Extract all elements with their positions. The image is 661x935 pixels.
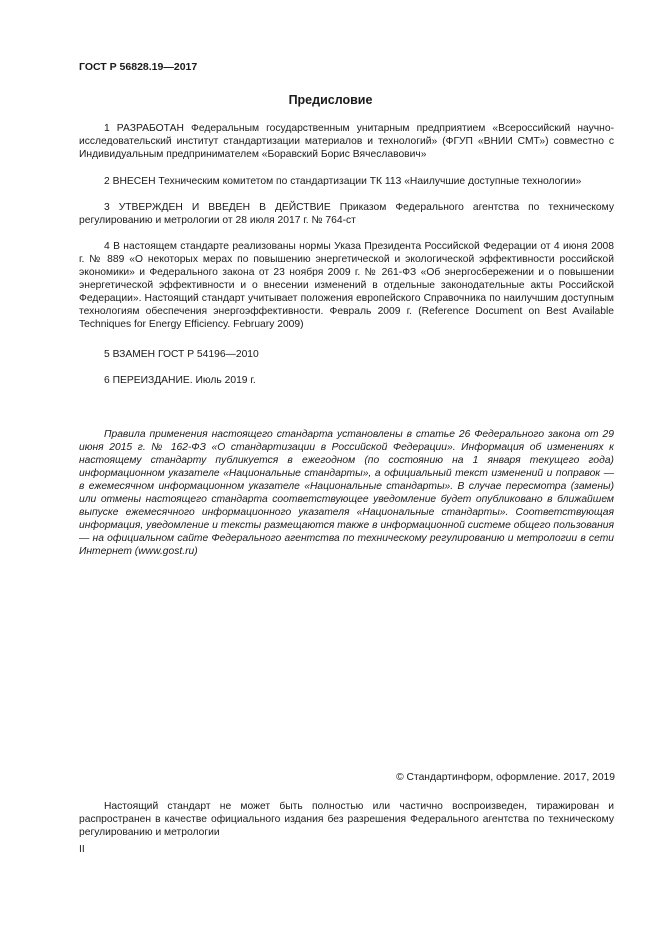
paragraph-approved bbox=[79, 201, 614, 227]
paragraph-norms bbox=[79, 240, 614, 331]
paragraph-text: 1 РАЗРАБОТАН Федеральным государственным унитарным предприятием «Всероссийский научно-исследовательский институт стандартизации материалов и технологий» (ФГУП «ВНИИ СМТ») совместно с Индивидуальным предпринимателем «Боравский Борис Вячеславович» bbox=[79, 123, 614, 160]
paragraph-reissue bbox=[79, 374, 614, 387]
document-header: ГОСТ Р 56828.19—2017 bbox=[79, 61, 198, 73]
paragraph-text: 2 ВНЕСЕН Техническим комитетом по стандартизации ТК 113 «Наилучшие доступные технологии» bbox=[104, 176, 582, 187]
paragraph-replaces bbox=[79, 348, 614, 361]
paragraph-developed bbox=[79, 122, 614, 161]
paragraph-text: 3 УТВЕРЖДЕН И ВВЕДЕН В ДЕЙСТВИЕ Приказом Федерального агентства по техническому регулированию и метрологии от 28 июля 2017 г. № 764-ст bbox=[79, 202, 614, 226]
copyright-line: © Стандартинформ, оформление. 2017, 2019 bbox=[396, 772, 615, 783]
reproduction-notice: Настоящий стандарт не может быть полностью или частично воспроизведен, тиражирован и распространен в качестве официального издания без разрешения Федерального агентства по техническому регулированию и метрологии bbox=[79, 801, 614, 838]
paragraph-text: 6 ПЕРЕИЗДАНИЕ. Июль 2019 г. bbox=[104, 375, 256, 386]
paragraph-text: 5 ВЗАМЕН ГОСТ Р 54196—2010 bbox=[104, 349, 259, 360]
page-title: Предисловие bbox=[288, 93, 373, 107]
page-number: II bbox=[79, 844, 85, 855]
rules-notice bbox=[79, 428, 614, 558]
paragraph-introduced bbox=[79, 175, 614, 188]
paragraph-text: 4 В настоящем стандарте реализованы нормы Указа Президента Российской Федерации от 4 июня 2008 г. № 889 «О некоторых мерах по повышению энергетической и экологической эффективности российской экономики» и Федерального закона от 23 ноября 2009 г. № 261-ФЗ «Об энергосбережении и о повышении энергетической эффективности и о внесении изменений в отдельные законодательные акты Российской Федерации». Настоящий стандарт учитывает положения европейского Справочника по наилучшим доступным технологиям обеспечения энергоэффективности. Февраль 2009 г. (Reference Document on Best Available Techniques for Energy Efficiency. February 2009) bbox=[79, 241, 614, 330]
rules-notice-text: Правила применения настоящего стандарта установлены в статье 26 Федерального закона от 29 июня 2015 г. № 162-ФЗ «О стандартизации в Российской Федерации». Информация об изменениях к настоящему стандарту публикуется в ежегодном (по состоянию на 1 января текущего года) информационном указателе «Национальные стандарты», а официальный текст изменений и поправок — в ежемесячном информационном указателе «Национальные стандарты». В случае пересмотра (замены) или отмены настоящего стандарта соответствующее уведомление будет опубликовано в ближайшем выпуске ежемесячного информационного указателя «Национальные стандарты». Соответствующая информация, уведомление и тексты размещаются также в информационной системе общего пользования — на официальном сайте Федерального агентства по техническому регулированию и метрологии в сети Интернет (www.gost.ru) bbox=[79, 429, 614, 557]
